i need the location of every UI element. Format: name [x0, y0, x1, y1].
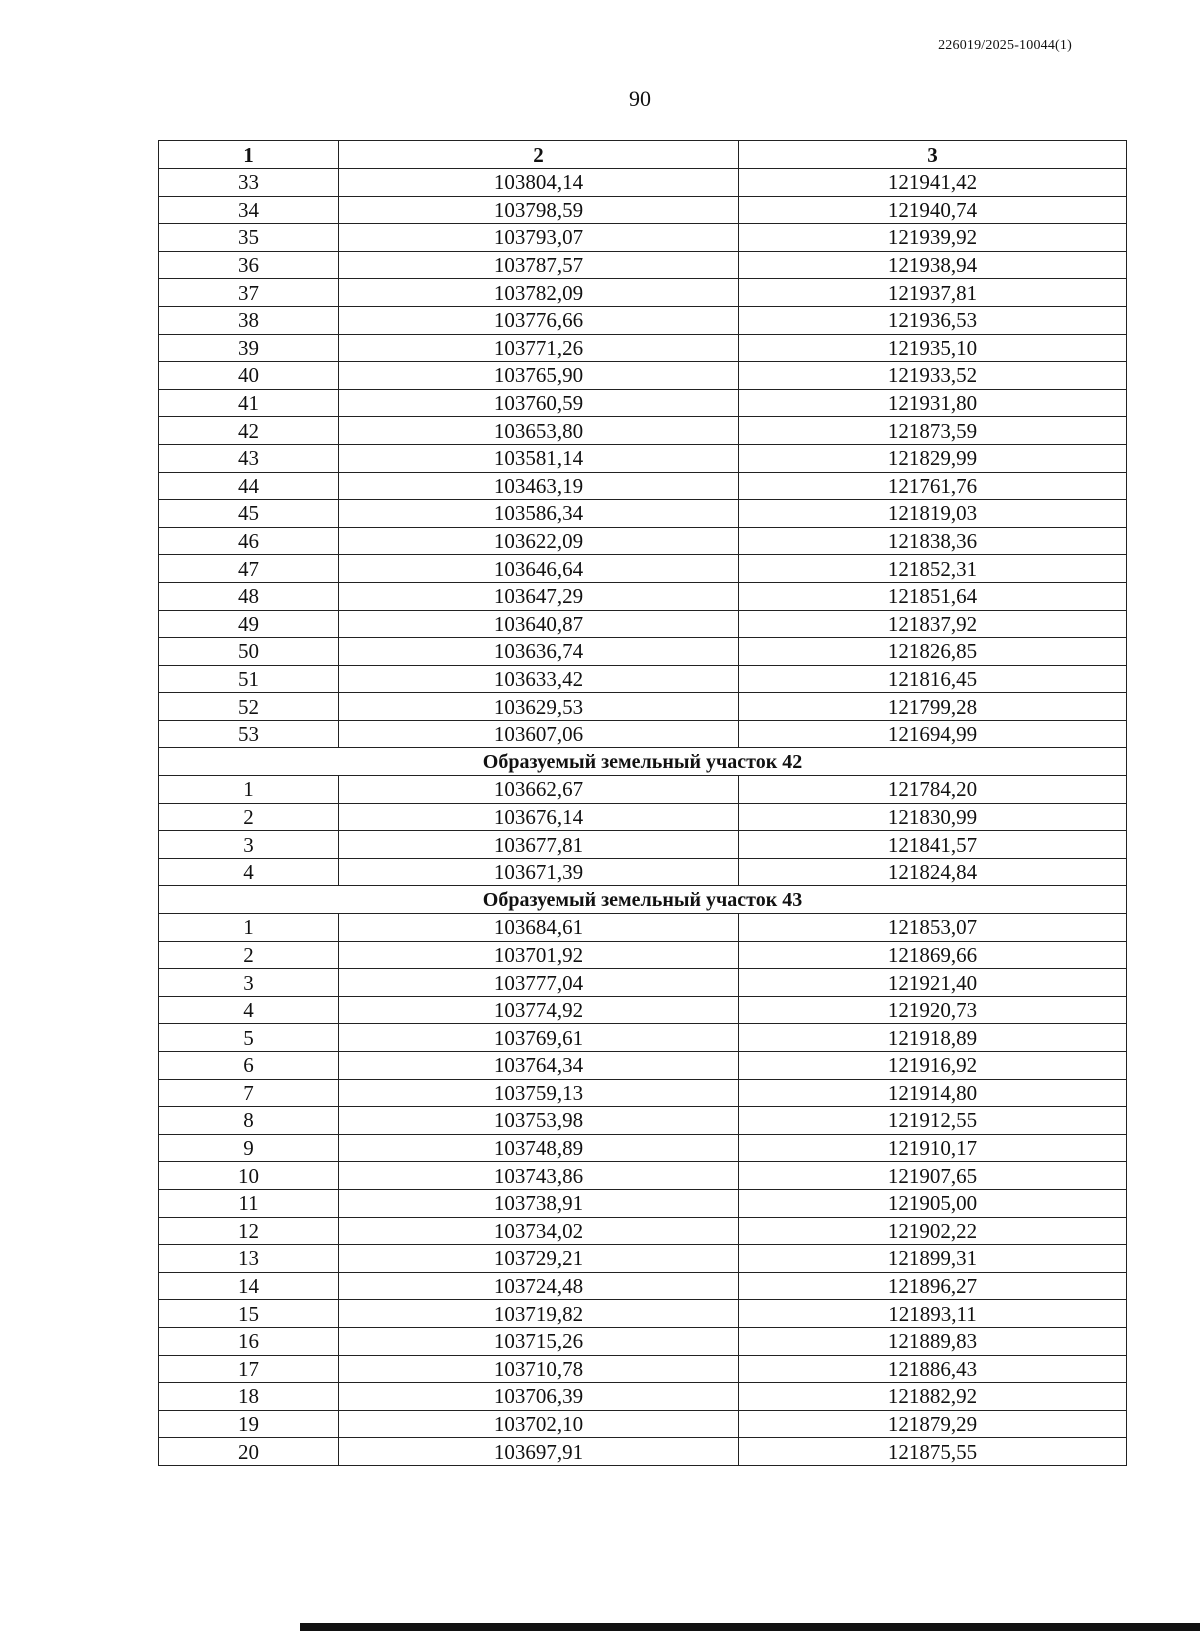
table-row	[159, 1272, 1127, 1300]
point-number-cell: 44	[159, 472, 339, 500]
x-coordinate-cell: 103771,26	[339, 334, 739, 362]
x-coordinate-cell: 103653,80	[339, 417, 739, 445]
point-number-cell: 3	[159, 831, 339, 859]
table-row	[159, 969, 1127, 997]
x-coordinate-cell: 103738,91	[339, 1189, 739, 1217]
x-coordinate-cell: 103743,86	[339, 1162, 739, 1190]
column-header-x: 2	[339, 141, 739, 169]
x-coordinate-cell: 103697,91	[339, 1438, 739, 1466]
y-coordinate-cell: 121939,92	[739, 224, 1127, 252]
y-coordinate-cell: 121920,73	[739, 996, 1127, 1024]
x-coordinate-cell: 103633,42	[339, 665, 739, 693]
section-row	[159, 748, 1127, 776]
x-coordinate-cell: 103753,98	[339, 1107, 739, 1135]
point-number-cell: 2	[159, 803, 339, 831]
point-number-cell: 51	[159, 665, 339, 693]
y-coordinate-cell: 121879,29	[739, 1410, 1127, 1438]
point-number-cell: 5	[159, 1024, 339, 1052]
x-coordinate-cell: 103759,13	[339, 1079, 739, 1107]
y-coordinate-cell: 121941,42	[739, 169, 1127, 197]
y-coordinate-cell: 121933,52	[739, 362, 1127, 390]
y-coordinate-cell: 121935,10	[739, 334, 1127, 362]
y-coordinate-cell: 121816,45	[739, 665, 1127, 693]
y-coordinate-cell: 121875,55	[739, 1438, 1127, 1466]
point-number-cell: 4	[159, 858, 339, 886]
y-coordinate-cell: 121819,03	[739, 500, 1127, 528]
x-coordinate-cell: 103734,02	[339, 1217, 739, 1245]
y-coordinate-cell: 121910,17	[739, 1134, 1127, 1162]
y-coordinate-cell: 121937,81	[739, 279, 1127, 307]
table-row	[159, 996, 1127, 1024]
table-row	[159, 803, 1127, 831]
table-row	[159, 472, 1127, 500]
point-number-cell: 15	[159, 1300, 339, 1328]
point-number-cell: 48	[159, 582, 339, 610]
table-row	[159, 417, 1127, 445]
y-coordinate-cell: 121889,83	[739, 1327, 1127, 1355]
table-row	[159, 1189, 1127, 1217]
point-number-cell: 45	[159, 500, 339, 528]
y-coordinate-cell: 121784,20	[739, 776, 1127, 804]
point-number-cell: 7	[159, 1079, 339, 1107]
point-number-cell: 11	[159, 1189, 339, 1217]
x-coordinate-cell: 103629,53	[339, 693, 739, 721]
y-coordinate-cell: 121902,22	[739, 1217, 1127, 1245]
y-coordinate-cell: 121851,64	[739, 582, 1127, 610]
document-id: 226019/2025-10044(1)	[938, 38, 1072, 53]
table-row	[159, 1327, 1127, 1355]
x-coordinate-cell: 103804,14	[339, 169, 739, 197]
section-title: Образуемый земельный участок 43	[159, 886, 1127, 914]
x-coordinate-cell: 103607,06	[339, 720, 739, 748]
x-coordinate-cell: 103622,09	[339, 527, 739, 555]
table-row	[159, 169, 1127, 197]
table-row	[159, 914, 1127, 942]
table-row	[159, 1052, 1127, 1080]
point-number-cell: 19	[159, 1410, 339, 1438]
table-row	[159, 334, 1127, 362]
point-number-cell: 16	[159, 1327, 339, 1355]
point-number-cell: 52	[159, 693, 339, 721]
point-number-cell: 40	[159, 362, 339, 390]
x-coordinate-cell: 103636,74	[339, 638, 739, 666]
table-row	[159, 279, 1127, 307]
point-number-cell: 1	[159, 776, 339, 804]
table-header	[159, 141, 1127, 169]
point-number-cell: 46	[159, 527, 339, 555]
x-coordinate-cell: 103646,64	[339, 555, 739, 583]
x-coordinate-cell: 103774,92	[339, 996, 739, 1024]
table-row	[159, 1438, 1127, 1466]
point-number-cell: 38	[159, 306, 339, 334]
point-number-cell: 33	[159, 169, 339, 197]
point-number-cell: 12	[159, 1217, 339, 1245]
x-coordinate-cell: 103765,90	[339, 362, 739, 390]
x-coordinate-cell: 103677,81	[339, 831, 739, 859]
scan-edge-bar	[300, 1623, 1200, 1631]
x-coordinate-cell: 103764,34	[339, 1052, 739, 1080]
point-number-cell: 50	[159, 638, 339, 666]
y-coordinate-cell: 121873,59	[739, 417, 1127, 445]
x-coordinate-cell: 103777,04	[339, 969, 739, 997]
table-row	[159, 1300, 1127, 1328]
point-number-cell: 3	[159, 969, 339, 997]
point-number-cell: 8	[159, 1107, 339, 1135]
point-number-cell: 10	[159, 1162, 339, 1190]
table-row	[159, 444, 1127, 472]
point-number-cell: 53	[159, 720, 339, 748]
y-coordinate-cell: 121893,11	[739, 1300, 1127, 1328]
y-coordinate-cell: 121694,99	[739, 720, 1127, 748]
x-coordinate-cell: 103676,14	[339, 803, 739, 831]
point-number-cell: 13	[159, 1245, 339, 1273]
point-number-cell: 42	[159, 417, 339, 445]
table-row	[159, 858, 1127, 886]
point-number-cell: 41	[159, 389, 339, 417]
y-coordinate-cell: 121918,89	[739, 1024, 1127, 1052]
table-row	[159, 389, 1127, 417]
table-row	[159, 196, 1127, 224]
x-coordinate-cell: 103671,39	[339, 858, 739, 886]
table-row	[159, 1245, 1127, 1273]
x-coordinate-cell: 103586,34	[339, 500, 739, 528]
x-coordinate-cell: 103647,29	[339, 582, 739, 610]
y-coordinate-cell: 121936,53	[739, 306, 1127, 334]
table-body	[159, 169, 1127, 1466]
point-number-cell: 1	[159, 914, 339, 942]
y-coordinate-cell: 121838,36	[739, 527, 1127, 555]
table-row	[159, 1107, 1127, 1135]
table-row	[159, 1410, 1127, 1438]
x-coordinate-cell: 103748,89	[339, 1134, 739, 1162]
point-number-cell: 49	[159, 610, 339, 638]
y-coordinate-cell: 121905,00	[739, 1189, 1127, 1217]
point-number-cell: 36	[159, 251, 339, 279]
y-coordinate-cell: 121921,40	[739, 969, 1127, 997]
point-number-cell: 6	[159, 1052, 339, 1080]
y-coordinate-cell: 121916,92	[739, 1052, 1127, 1080]
table-row	[159, 610, 1127, 638]
column-header-y: 3	[739, 141, 1127, 169]
x-coordinate-cell: 103706,39	[339, 1383, 739, 1411]
x-coordinate-cell: 103776,66	[339, 306, 739, 334]
y-coordinate-cell: 121761,76	[739, 472, 1127, 500]
table-row	[159, 251, 1127, 279]
point-number-cell: 37	[159, 279, 339, 307]
table-row	[159, 500, 1127, 528]
table-row	[159, 224, 1127, 252]
table-row	[159, 582, 1127, 610]
page-number: 90	[629, 86, 651, 111]
x-coordinate-cell: 103640,87	[339, 610, 739, 638]
y-coordinate-cell: 121886,43	[739, 1355, 1127, 1383]
x-coordinate-cell: 103787,57	[339, 251, 739, 279]
table-row	[159, 665, 1127, 693]
table-row	[159, 306, 1127, 334]
x-coordinate-cell: 103710,78	[339, 1355, 739, 1383]
table-row	[159, 555, 1127, 583]
y-coordinate-cell: 121912,55	[739, 1107, 1127, 1135]
table-row	[159, 1024, 1127, 1052]
x-coordinate-cell: 103769,61	[339, 1024, 739, 1052]
x-coordinate-cell: 103793,07	[339, 224, 739, 252]
point-number-cell: 35	[159, 224, 339, 252]
y-coordinate-cell: 121852,31	[739, 555, 1127, 583]
table-row	[159, 720, 1127, 748]
point-number-cell: 18	[159, 1383, 339, 1411]
point-number-cell: 9	[159, 1134, 339, 1162]
point-number-cell: 39	[159, 334, 339, 362]
y-coordinate-cell: 121940,74	[739, 196, 1127, 224]
table-row	[159, 1134, 1127, 1162]
x-coordinate-cell: 103463,19	[339, 472, 739, 500]
table-row	[159, 1217, 1127, 1245]
x-coordinate-cell: 103724,48	[339, 1272, 739, 1300]
x-coordinate-cell: 103798,59	[339, 196, 739, 224]
x-coordinate-cell: 103581,14	[339, 444, 739, 472]
y-coordinate-cell: 121914,80	[739, 1079, 1127, 1107]
y-coordinate-cell: 121841,57	[739, 831, 1127, 859]
x-coordinate-cell: 103701,92	[339, 941, 739, 969]
section-title: Образуемый земельный участок 42	[159, 748, 1127, 776]
y-coordinate-cell: 121826,85	[739, 638, 1127, 666]
x-coordinate-cell: 103662,67	[339, 776, 739, 804]
y-coordinate-cell: 121938,94	[739, 251, 1127, 279]
y-coordinate-cell: 121824,84	[739, 858, 1127, 886]
table-row	[159, 527, 1127, 555]
y-coordinate-cell: 121837,92	[739, 610, 1127, 638]
section-row	[159, 886, 1127, 914]
table-row	[159, 638, 1127, 666]
point-number-cell: 34	[159, 196, 339, 224]
x-coordinate-cell: 103702,10	[339, 1410, 739, 1438]
y-coordinate-cell: 121882,92	[739, 1383, 1127, 1411]
point-number-cell: 2	[159, 941, 339, 969]
table-row	[159, 941, 1127, 969]
table-row	[159, 1079, 1127, 1107]
y-coordinate-cell: 121896,27	[739, 1272, 1127, 1300]
y-coordinate-cell: 121931,80	[739, 389, 1127, 417]
x-coordinate-cell: 103760,59	[339, 389, 739, 417]
point-number-cell: 43	[159, 444, 339, 472]
x-coordinate-cell: 103715,26	[339, 1327, 739, 1355]
point-number-cell: 47	[159, 555, 339, 583]
column-header-number: 1	[159, 141, 339, 169]
table-row	[159, 362, 1127, 390]
y-coordinate-cell: 121869,66	[739, 941, 1127, 969]
x-coordinate-cell: 103729,21	[339, 1245, 739, 1273]
y-coordinate-cell: 121907,65	[739, 1162, 1127, 1190]
table-row	[159, 693, 1127, 721]
point-number-cell: 20	[159, 1438, 339, 1466]
table-row	[159, 1355, 1127, 1383]
point-number-cell: 4	[159, 996, 339, 1024]
coordinates-table	[158, 140, 1127, 1466]
table-row	[159, 1162, 1127, 1190]
x-coordinate-cell: 103719,82	[339, 1300, 739, 1328]
y-coordinate-cell: 121853,07	[739, 914, 1127, 942]
point-number-cell: 14	[159, 1272, 339, 1300]
y-coordinate-cell: 121899,31	[739, 1245, 1127, 1273]
y-coordinate-cell: 121829,99	[739, 444, 1127, 472]
header-row	[159, 141, 1127, 169]
y-coordinate-cell: 121799,28	[739, 693, 1127, 721]
table-row	[159, 1383, 1127, 1411]
point-number-cell: 17	[159, 1355, 339, 1383]
x-coordinate-cell: 103782,09	[339, 279, 739, 307]
table-row	[159, 776, 1127, 804]
y-coordinate-cell: 121830,99	[739, 803, 1127, 831]
table-row	[159, 831, 1127, 859]
x-coordinate-cell: 103684,61	[339, 914, 739, 942]
